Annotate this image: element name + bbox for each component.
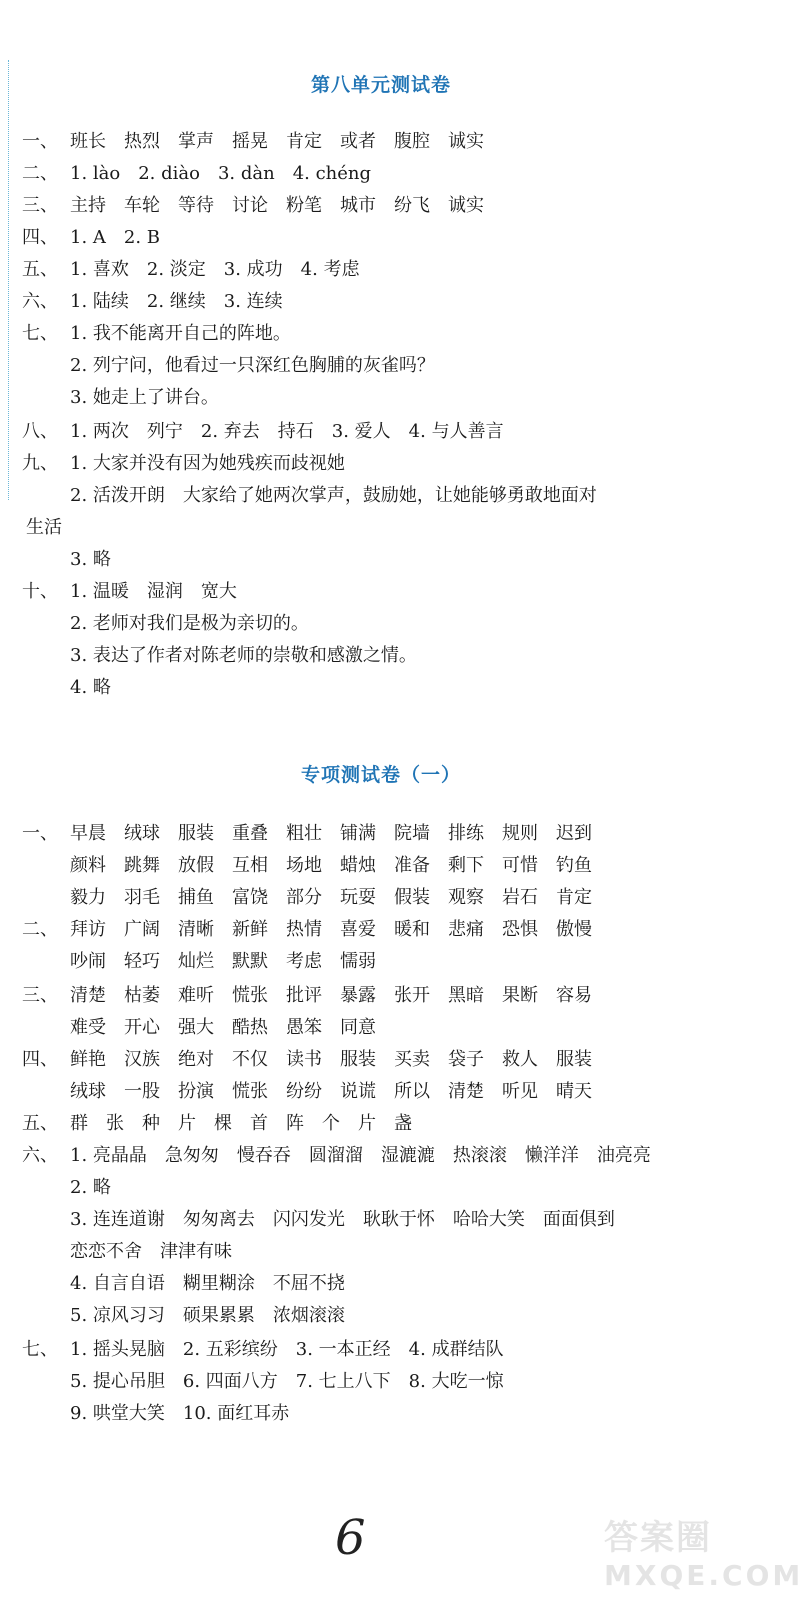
watermark-main-text: 答案圈: [604, 1518, 712, 1558]
watermark-sub-text: MXQE.COM: [604, 1559, 803, 1592]
section-title-special1: 专项测试卷（一）: [300, 764, 461, 786]
section-title-unit8: 第八单元测试卷: [310, 74, 451, 96]
page-number: 6: [335, 1510, 366, 1566]
margin-dotted-line: [8, 60, 9, 500]
watermark-logo: [604, 1510, 803, 1592]
